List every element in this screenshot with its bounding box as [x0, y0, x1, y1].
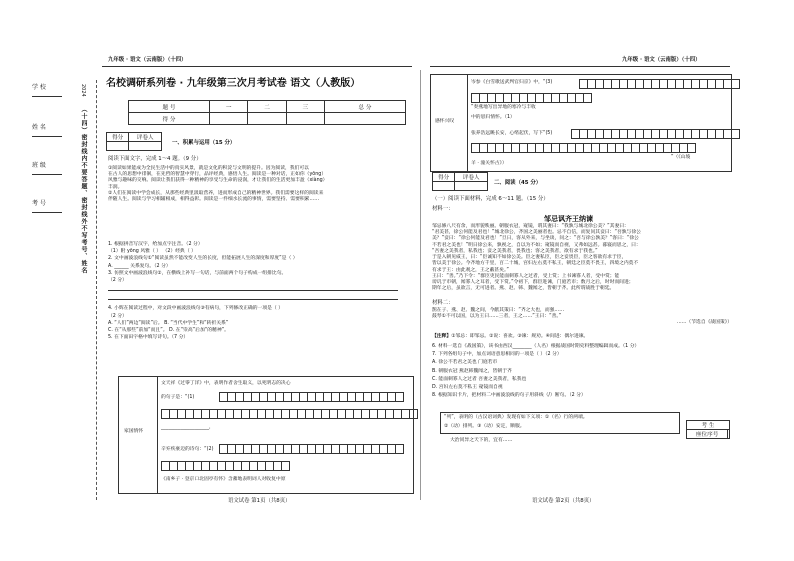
passage-line: 在古人的思想中徘徊，在先哲的智慧中穿行，品评经典，感悟人生。阅读是一种对话，正如你（yōng） [108, 172, 327, 178]
tianzi-grid-row[interactable] [579, 79, 739, 89]
poem-fill-box-2 [430, 74, 732, 172]
notes [432, 334, 588, 340]
grader-score-label: 得分 [107, 133, 129, 142]
answer-line[interactable] [108, 290, 398, 291]
score-header-label: 题 号 [129, 101, 210, 113]
score-row-label: 得 分 [129, 113, 210, 125]
grader-box-2 [432, 172, 488, 191]
seal-line-notice: （十四）密封线内不要答题、密封线外不写考号、姓名 [80, 106, 87, 274]
seat-box-label-b: 座位序号 [687, 430, 728, 439]
poem-prompt-5: 岑参《白雪歌送武判官归京》中，“(3) [471, 80, 553, 85]
poem-prompt-1: 文天祥《过零丁洋》中，表明作者舍生取义，以死明志的决心 [161, 381, 291, 386]
question-4-options-ab[interactable]: A. “人们”两边“阅读”后。 B. “当代中学生”和“转折关系” [108, 320, 229, 326]
year-label: 2024 [80, 84, 86, 97]
class-field-line [32, 174, 62, 175]
question-3: 3. 仿照文中画波浪线句②，在横线上补写一句话，与前面两个句子构成一组排比句。 [108, 270, 287, 276]
tianzi-grid-row[interactable] [571, 129, 739, 139]
score-header-total: 总 分 [324, 101, 405, 113]
name-field-line [32, 136, 62, 137]
tianzi-grid-row[interactable] [219, 392, 403, 402]
grader-box-1 [106, 132, 162, 151]
section1-title: 一、积累与运用（15 分） [172, 140, 236, 146]
material1-label: 材料一： [432, 206, 454, 212]
question-7-option-d[interactable]: D. 宫妇左右莫不私王 窥镜而自视 [432, 385, 503, 391]
score-header-1: 一 [210, 101, 248, 113]
article-line: 于是入朝见威王，曰：“臣诚知不如徐公美。臣之妻私臣，臣之妾畏臣，臣之客欲有求于臣， [432, 255, 627, 261]
header-divider-left [102, 66, 412, 67]
seat-box-input[interactable] [728, 430, 730, 439]
page-divider [420, 70, 421, 500]
passage-line: ②人们在阅读中学会成长，从那些经典里汲取营养，进而形成自己的精神世界。我们需要这样的阅读来 [108, 190, 324, 196]
id-field-label: 考 号 [32, 200, 46, 207]
question-1-blanks[interactable]: （1）附 yōng 风雅（ ） （2）经典（ ） [108, 249, 196, 255]
score-cell-1[interactable] [210, 113, 248, 125]
poem-prompt-7: 中的思归情怀。（1） [471, 115, 515, 120]
question-7-option-b[interactable]: B. 朝服衣冠 燕赵韩魏闻之，皆朝于齐 [432, 368, 512, 374]
question-4-score: （2 分） [108, 313, 127, 319]
question-4: 4. 小辉在阅读过程中，对文段中画波浪线句③有病句，下列修改正确的一项是（ ） [108, 306, 284, 312]
grader-name-label: 评卷人 [455, 173, 488, 182]
poem-prompt-10: 羊 · 潼关怀古》） [471, 161, 507, 166]
score-header-3: 三 [286, 101, 324, 113]
seat-number-box [686, 420, 730, 439]
question-8: 8. 根据知识卡片，把材料二中画波浪线的句子用斜线（/）断句。（2 分） [432, 393, 586, 399]
question-7-option-a[interactable]: A. 徐公不若君之美也 门庭若市 [432, 360, 498, 366]
answer-line[interactable] [108, 299, 398, 300]
poem-prompt-8: 张养浩远眺长安，心绪起伏，写下“(5) [471, 131, 553, 136]
questions-right [432, 344, 732, 402]
question-5: 5. 在下面田字格中填写诗句。（7 分） [108, 335, 189, 341]
grader-score-cell[interactable] [433, 182, 455, 191]
article-line: 美？”妾曰：“徐公何能及君也！”旦日，客从外来，与坐谈，问之：“吾与徐公孰美？”客曰：“徐公 [432, 236, 639, 242]
grader-name-cell[interactable] [455, 182, 488, 191]
section1-intro: 阅读下面文字，完成 1～4 题。（9 分） [108, 156, 202, 162]
grader-name-cell[interactable] [129, 142, 162, 151]
question-6[interactable]: 6. 材料一选自《战国策》，该书由西汉________（人名）根据战国时期史料整理编辑而成。（1 分） [432, 344, 640, 349]
notes-label: 【注释】 [432, 334, 452, 339]
material2-line: 鼓琴①不可以国，以为王曰……三者，王之……”王曰：“善。” [432, 314, 562, 320]
article-title: 邹忌讽齐王纳谏 [544, 215, 593, 223]
passage [108, 166, 408, 203]
passage-line: 丰润。 [108, 184, 123, 190]
poem-prompt-2: 的句子是：“(1) [161, 395, 195, 400]
article-line: “君美甚，徐公何能及君也！”城北徐公，齐国之美丽者也。忌不自信，而复问其妾曰：“吾孰与徐公 [432, 230, 641, 236]
section2-title: 二、阅读（45 分） [494, 180, 542, 186]
article-line: 邹忌修八尺有余，而形貌昳丽。朝服衣冠，窥镜，谓其妻曰：“我孰与城北徐公美？”其妻曰： [432, 224, 629, 229]
card-line: “列”，表明的（古汉语词典）发现有如下义项：①（名）行的两端。 [444, 415, 588, 420]
tianzi-grid-row[interactable] [219, 444, 403, 454]
grader-score-cell[interactable] [107, 142, 129, 151]
poem-fill-box [118, 376, 414, 494]
poem-prompt-6: ”奏燕地写出异地的寒冷与丰收 [471, 105, 536, 110]
score-header-2: 二 [248, 101, 286, 113]
article-line: 谤讥于市朝，闻寡人之耳者，受下赏。”令初下，群臣进谏，门庭若市；数月之后，时时而间进； [432, 280, 634, 286]
category-cell [119, 377, 158, 493]
page-header-left: 九年级 · 语文（云南版）（十四） [108, 57, 187, 63]
article-line: “吾妻之美我者，私我也；妾之美我者，畏我也；客之美我者，欲有求于我也。” [432, 248, 598, 254]
knowledge-card [440, 412, 680, 434]
class-field-label: 班 级 [32, 162, 46, 169]
poem-prompt-3: 辛弃疾豪迈的诗句：“(2) [161, 447, 214, 452]
question-3-score: （2 分） [108, 278, 127, 284]
binding-sidebar [32, 82, 68, 492]
article-body [432, 224, 732, 293]
article-line: 不若君之美也！”明日徐公来，孰视之，自以为不如；窥镜而自视，又弗如远甚。暮寝而思之，曰： [432, 242, 641, 248]
question-7-option-c[interactable]: C. 能面刺寡人之过者 吾妻之美我者，私我也 [432, 376, 527, 382]
passage-line: ①阅读如果能成为全民生活中的真实风景，就是文化的积淀与文明的提升。因为阅读，我们可以 [108, 166, 309, 171]
category-label: 家国情怀 [124, 429, 144, 434]
question-4-options-cd[interactable]: C. 在“从那些”前加“而且”。 D. 在“崇高”后加“的精神”。 [108, 328, 229, 334]
grader-score-label: 得分 [433, 173, 455, 182]
exam-title: 名校调研系列卷 · 九年级第三次月考试卷 语文（人教版） [106, 78, 361, 89]
poem-blank-line: ____________________， [161, 425, 214, 430]
material2-label: 材料二： [432, 300, 454, 306]
tianzi-grid-row[interactable] [471, 143, 695, 153]
poem-prompt-4: 《南乡子 · 登京口北固亭有怀》含蓄地表明词人对收复中原 [161, 477, 286, 482]
poem-prompt-9: ”（《山坡 [671, 155, 691, 160]
page-footer-left: 语文试卷 第1页（共8页） [228, 498, 291, 504]
grader-name-label: 评卷人 [129, 133, 162, 142]
article-line: 有求于王：由此观之，王之蔽甚矣。” [432, 267, 509, 273]
question-1: 1. 根据拼音写汉字，给加点字注音。（2 分） [108, 242, 203, 247]
score-cell-total[interactable] [324, 113, 405, 125]
score-cell-2[interactable] [248, 113, 286, 125]
card-line: ②（动）排列。③（动）安定，顺服。 [444, 424, 525, 429]
header-divider-right [430, 66, 730, 67]
score-table [128, 100, 406, 125]
article-line: 王曰：“善。”乃下令：“群臣吏民能面刺寡人之过者，受上赏；上书谏寡人者，受中赏；能 [432, 273, 620, 279]
material2-line: 鹊在子、燕、赵、魏之间，今献其策曰：“齐之大也，而强…… [432, 308, 565, 313]
tianzi-grid-row[interactable] [161, 461, 289, 471]
seal-line [96, 80, 97, 500]
article-line: 期年之后，虽欲言，无可进者。燕、赵、韩、魏闻之，皆朝于齐。此所谓战胜于朝廷。 [432, 286, 615, 292]
question-7[interactable]: 7. 下列各组句子中，加点词语意思相同的一项是（ ）（2 分） [432, 352, 562, 358]
tianzi-grid-row[interactable] [471, 93, 591, 103]
question-2: 2. 文中画波浪线句①“阅读虽然不能改变人生的长度，但能拓展人生的深度和厚度”是（ ） [108, 256, 298, 262]
page-footer-right: 语文试卷 第2页（共8页） [532, 498, 595, 504]
question-8-sentence[interactable]: 大治同异之天下的，宜有…… [450, 438, 513, 443]
name-field-label: 姓 名 [32, 124, 46, 131]
category-cell [431, 75, 468, 171]
school-field-label: 学 校 [32, 84, 46, 91]
page-header-right: 九年级 · 语文（云南版）（十四） [622, 57, 701, 63]
questions-left [108, 242, 408, 342]
material2-source: ……（节选自《战国策》） [676, 320, 732, 326]
passage-line: 风雅与趣味的交响。阅读让我们获得一种精神的享受与生命的浸润，才让我们的生活更加丰盈（xiàng） [108, 178, 328, 184]
passage-line: 伴随人生。阅读与学习相辅相成，相得益彰。阅读是一件细水长流的事情，需要坚持、需要积累…… [108, 197, 320, 203]
category-label: 感怀兴叹 [435, 119, 455, 124]
question-2-blank[interactable]: A. ______ 关系复句。（2 分） [108, 263, 171, 269]
tianzi-grid-row[interactable] [161, 409, 417, 419]
school-field-line [32, 96, 62, 97]
seat-box-label-a: 考 生 [687, 421, 730, 430]
id-field-line [32, 212, 62, 213]
article-line: 皆以美于徐公。今齐地方千里，百二十城，宫妇左右莫不私王，朝廷之臣莫不畏王，四境之内莫不 [432, 261, 639, 267]
score-cell-3[interactable] [286, 113, 324, 125]
notes-text: ①邹忌：即邹忌。②说：喜欢。③谏：规劝。④间进：偶尔进谏。 [451, 334, 589, 339]
material2-body [432, 308, 732, 327]
sub1-title: （一）阅读下面材料，完成 6～11 题。（15 分） [432, 196, 549, 202]
